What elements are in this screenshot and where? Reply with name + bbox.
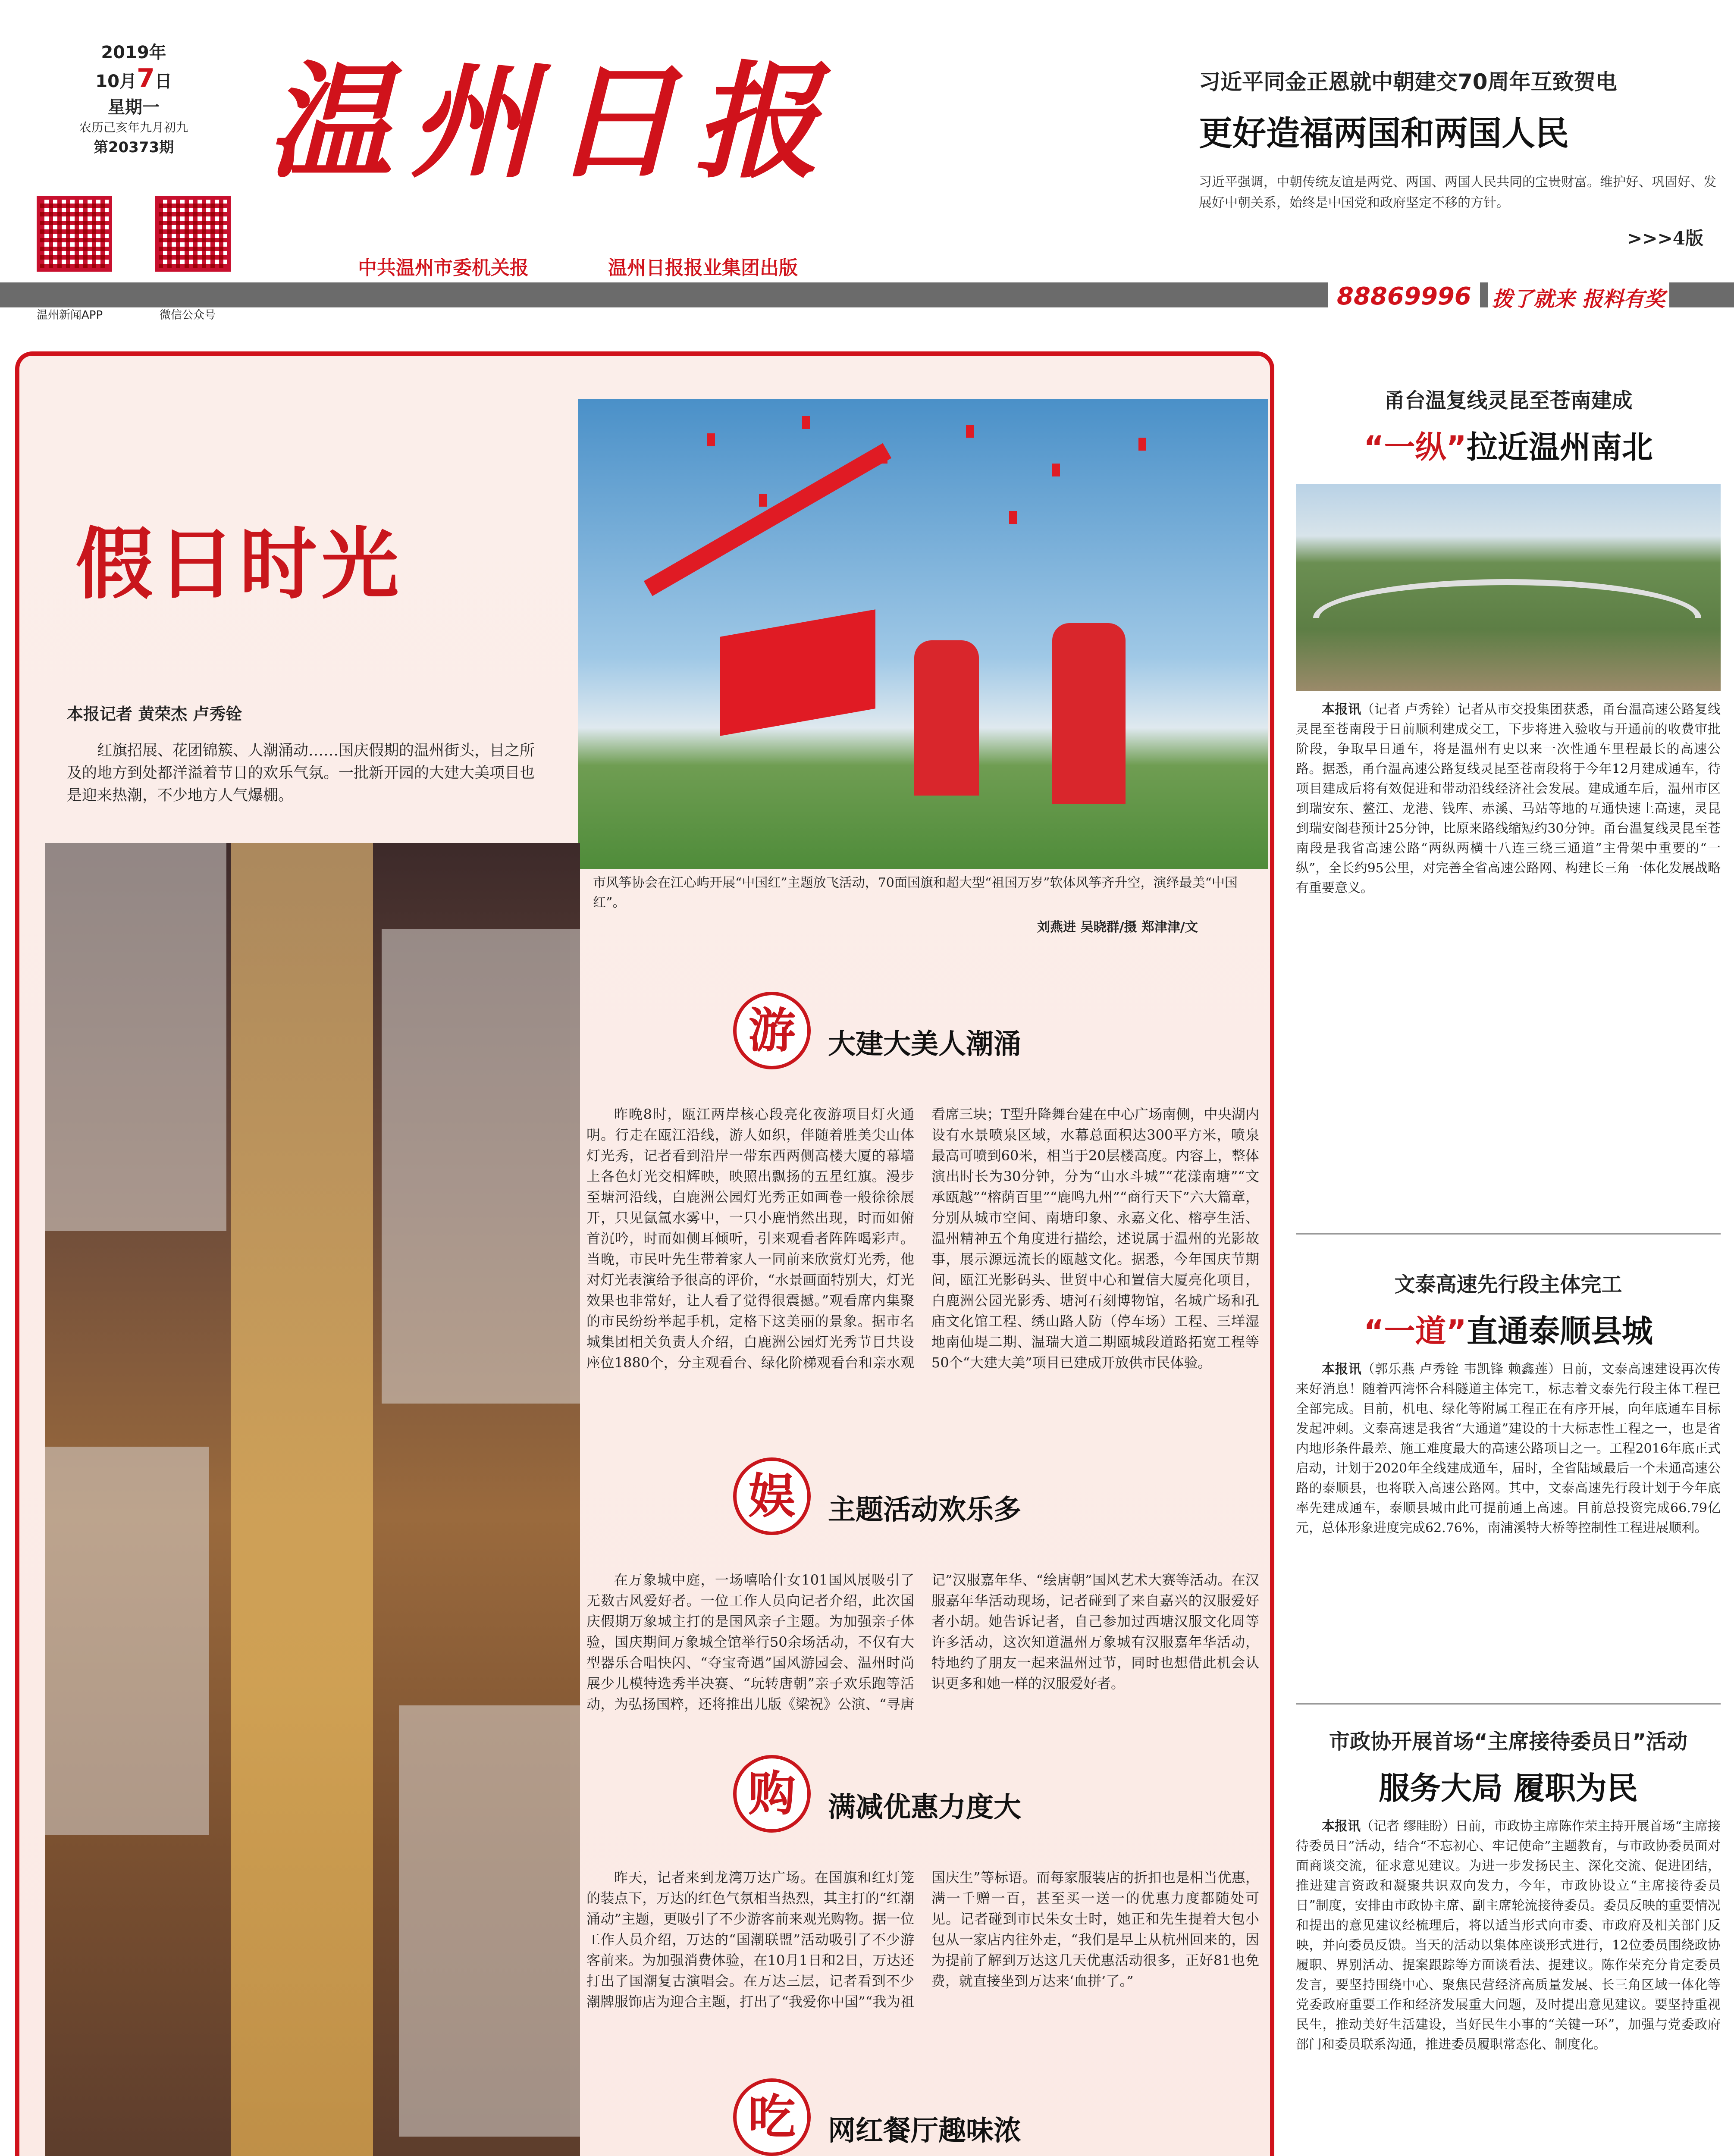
- story-text: （郭乐燕 卢秀铨 韦凯锋 赖鑫莲）日前，文泰高速建设再次传来好消息！随着西湾怀合科隧道主体完工，标志着文泰先行段主体工程已全部完成。目前，机电、绿化等附属工程正在有序开展，向年底通车目标发起冲刺。文泰高速是我省“大通道”建设的十大标志性工程之一，也是省内地形条件最差、施工难度最大的高速公路项目之一。工程2016年底正式启动，计划于2020年全线建成通车，届时，全省陆域最后一个未通高速公路的泰顺县，也将联入高速公路网。其中，文泰高速先行段计划于今年底率先建成通车，泰顺县城由此可提前通上高速。目前总投资完成66.79亿元，总体形象进度完成62.76%，南浦溪特大桥等控制性工程进展顺利。: [1296, 1362, 1721, 1536]
- person-figure: [914, 640, 979, 796]
- story-title-rest: 服务大局 履职为民: [1378, 1770, 1638, 1806]
- kite-icon: [966, 425, 974, 438]
- story-body: [1296, 1817, 1721, 2156]
- date-weekday: 星期一: [108, 97, 160, 117]
- hotline-number: 88869996: [1328, 282, 1480, 310]
- feature-byline: 本报记者 黄荣杰 卢秀铨: [67, 705, 242, 724]
- qr-code-icon[interactable]: [37, 196, 112, 272]
- building-shape: [399, 1705, 580, 2137]
- section-shopping-body: 昨天，记者来到龙湾万达广场。在国旗和红灯笼的装点下，万达的红色气氛相当热烈，其主打的“红潮涌动”主题，更吸引了不少游客前来观光购物。据一位工作人员介绍，万达的“国潮联盟”活动吸引了不少游客前来。为加强消费体验，在10月1日和2日，万达还打出了国潮复古演唱会。在万达三层，记者看到不少潮牌服饰店为迎合主题，打出了“我爱你中国”“我为祖国庆生”等标语。而每家服装店的折扣也是相当优惠，满一千赠一百，甚至买一送一的优惠力度都随处可见。记者碰到市民朱女士时，她正和先生提着大包小包从一家店内往外走，“我们是早上从杭州回来的，因为提前了解到万达这几天优惠活动很多，正好81也免费，就直接坐到万达来‘血拼’了。”: [586, 1869, 1259, 2010]
- story-title[interactable]: [1296, 422, 1721, 467]
- right-story-cppcc[interactable]: [1296, 1725, 1721, 2156]
- masthead: [0, 0, 1734, 322]
- top-story-more-link[interactable]: >>>4版: [1627, 228, 1703, 249]
- section-label: 网红餐厅趣味浓: [828, 2115, 1021, 2147]
- street-road-shape: [231, 843, 373, 2156]
- top-story-summary: 习近平强调，中朝传统友谊是两党、两国、两国人民共同的宝贵财富。维护好、巩固好、发展好中朝关系，始终是中国党和政府坚定不移的方针。: [1199, 175, 1716, 210]
- section-label: 主题活动欢乐多: [828, 1494, 1021, 1526]
- story-title-rest: 直通泰顺县城: [1466, 1313, 1653, 1349]
- highway-road-shape: [1313, 579, 1701, 618]
- kite-photo[interactable]: [578, 399, 1268, 869]
- highway-photo[interactable]: [1296, 484, 1721, 691]
- feature-title: 假日时光: [75, 520, 404, 610]
- story-kicker: 文泰高速先行段主体完工: [1394, 1272, 1622, 1297]
- section-entertainment-body: 在万象城中庭，一场嘻哈什女101国风展吸引了无数古风爱好者。一位工作人员向记者介绍，此次国庆假期万象城主打的是国风亲子主题。为加强亲子体验，国庆期间万象城全馆举行50余场活动，不仅有大型器乐合唱快闪、“夺宝奇遇”国风游园会、温州时尚展少儿模特选秀半决赛、“玩转唐朝”亲子欢乐跑等活动，为弘扬国粹，还将推出儿版《梁祝》公演、“寻唐记”汉服嘉年华、“绘唐朝”国风艺术大赛等活动。在汉服嘉年华活动现场，记者碰到了来自嘉兴的汉服爱好者小胡。她告诉记者，自己参加过西塘汉服文化周等许多活动，这次知道温州万象城有汉服嘉年华活动，特地约了朋友一起来温州过节，同时也想借此机会认识更多和她一样的汉服爱好者。: [586, 1572, 1259, 1712]
- section-label: 大建大美人潮涌: [828, 1028, 1021, 1060]
- kite-icon: [1009, 511, 1017, 524]
- story-title-quote: “一纵”: [1364, 429, 1467, 465]
- date-lunar: 农历己亥年九月初九: [79, 120, 188, 135]
- date-year: 2019年: [101, 43, 166, 63]
- kite-icon: [1052, 464, 1060, 476]
- publisher-label: 温州日报报业集团出版: [608, 257, 798, 279]
- right-story-wentai[interactable]: [1296, 1268, 1721, 1538]
- section-tour-header: [733, 992, 1207, 1078]
- story-lead: 本报讯: [1322, 1362, 1362, 1377]
- story-title-quote: “一道”: [1364, 1313, 1467, 1349]
- story-lead: 本报讯: [1322, 1819, 1361, 1834]
- kite-icon: [759, 494, 767, 507]
- date-month: 10月: [95, 72, 137, 91]
- section-food-header: [733, 2078, 1207, 2156]
- section-badge: 娱: [733, 1457, 811, 1535]
- hotline-slogan: 拨了就来 报料有奖: [1488, 282, 1669, 312]
- national-flag-icon: [720, 609, 875, 736]
- section-badge: 游: [733, 992, 811, 1069]
- date-day-suffix: 日: [154, 72, 172, 91]
- qr-right-label: 微信公众号: [160, 309, 216, 322]
- story-text: （记者 卢秀铨）记者从市交投集团获悉，甬台温高速公路复线灵昆至苍南段于日前顺利建成交工，下步将进入验收与开通前的收费审批阶段，争取早日通车，将是温州有史以来一次性通车里程最长的高速公路。据悉，甬台温高速公路复线灵昆至苍南段将于今年12月建成通车，待项目建成后将有效促进和带动沿线经济社会发展。建成通车后，温州市区到瑞安东、鳌江、龙港、钱库、赤溪、马站等地的互通快速上高速，灵昆到瑞安阁巷预计25分钟，比原来路线缩短约30分钟。甬台温复线灵昆至苍南段是我省高速公路“两纵两横十八连三绕三通道”主骨架中重要的“一纵”，全长约95公里，对完善全省高速公路网、构建长三角一体化发展战略有重要意义。: [1296, 702, 1721, 896]
- story-kicker: 市政协开展首场“主席接待委员日”活动: [1329, 1730, 1688, 1754]
- street-crowd-photo[interactable]: [45, 843, 580, 2156]
- top-story-headline[interactable]: 更好造福两国和两国人民: [1199, 114, 1569, 153]
- issue-number: 第20373期: [93, 139, 174, 156]
- date-block: [65, 39, 203, 157]
- feature-lede: 红旗招展、花团锦簇、人潮涌动……国庆假期的温州街头，目之所及的地方到处都洋溢着节日的欢乐气氛。一批新开园的大建大美项目也是迎来热潮，不少地方人气爆棚。: [67, 742, 535, 804]
- story-lead: 本报讯: [1322, 702, 1361, 717]
- story-kicker: 甬台温复线灵昆至苍南建成: [1384, 389, 1633, 413]
- right-story-highway[interactable]: [1296, 384, 1721, 898]
- dragon-kite-icon: [644, 443, 891, 596]
- column-divider: [1296, 1703, 1721, 1705]
- person-figure: [1052, 623, 1126, 804]
- section-shopping-header: [733, 1755, 1207, 1841]
- kite-icon: [802, 416, 810, 429]
- building-shape: [382, 929, 580, 1404]
- sponsor-label: 中共温州市委机关报: [358, 257, 529, 279]
- section-tour-body: 昨晚8时，瓯江两岸核心段亮化夜游项目灯火通明。行走在瓯江沿线，游人如织，伴随着胜美尖山体灯光秀，记者看到沿岸一带东西两侧高楼大厦的幕墙上各色灯光交相辉映，映照出飘扬的五星红旗。漫步至塘河沿线，白鹿洲公园灯光秀正如画卷一般徐徐展开，只见氤氲水雾中，一只小鹿悄然出现，时而如俯首沉吟，时而如侧耳倾听，引来观看者阵阵喝彩声。当晚，市民叶先生带着家人一同前来欣赏灯光秀，他对灯光表演给予很高的评价，“水景画面特别大，灯光效果也非常好，让人看了觉得很震撼。”观看席内集聚的市民纷纷举起手机，定格下这美丽的景象。据市名城集团相关负责人介绍，白鹿洲公园灯光秀节目共设座位1880个，分主观看台、绿化阶梯观看台和亲水观看席三块；T型升降舞台建在中心广场南侧，中央湖内设有水景喷泉区域，水幕总面积达300平方米，喷泉最高可喷到60米，相当于20层楼高度。内容上，整体演出时长为30分钟，分为“山水斗城”“花漾南塘”“文承瓯越”“榕荫百里”“鹿鸣九州”“商行天下”六大篇章，分别从城市空间、南塘印象、永嘉文化、榕亭生活、温州精神五个角度进行描绘，述说属于温州的光影故事，展示源远流长的瓯越文化。据悉，今年国庆节期间，瓯江光影码头、世贸中心和置信大厦亮化项目，白鹿洲公园光影秀、塘河石刻博物馆，名城广场和孔庙文化馆工程、绣山路人防（停车场）工程、三垟湿地南仙堤二期、温瑞大道二期瓯城段道路拓宽工程等50个“大建大美”项目已建成开放供市民体验。: [586, 1106, 1259, 1371]
- story-title-rest: 拉近温州南北: [1466, 429, 1653, 465]
- column-divider: [1296, 1233, 1721, 1235]
- story-body: [1296, 1360, 1721, 1538]
- qr-left-label: 温州新闻APP: [37, 309, 103, 322]
- paper-title: 温州日报: [267, 49, 837, 195]
- building-shape: [45, 1447, 209, 1835]
- date-day: 7: [136, 63, 155, 94]
- top-story[interactable]: [1199, 65, 1716, 249]
- story-text: （记者 缪眭盼）日前，市政协主席陈作荣主持开展首场“主席接待委员日”活动，结合“不忘初心、牢记使命”主题教育，与市政协委员面对面商谈交流，征求意见建议。为进一步发扬民主、深化交流、促进团结，推进建言资政和凝聚共识双向发力，今年，市政协设立“主席接待委员日”制度，安排由市政协主席、副主席轮流接待委员。委员反映的重要情况和提出的意见建议经梳理后，将以适当形式向市委、市政府及相关部门反映，并向委员反馈。当天的活动以集体座谈形式进行，12位委员围绕政协履职、界别活动、提案跟踪等方面谈看法、提建议。陈作荣充分肯定委员发言，要坚持围绕中心、聚焦民营经济高质量发展、长三角区域一体化等党委政府重要工作和经济发展重大问题，及时提出意见建议。要坚持重视民生，推动美好生活建设，当好民生小事的“关键一环”，加强与党委政府部门和委员联系沟通，推进委员履职常态化、制度化。: [1296, 1819, 1721, 2052]
- qr-code-icon[interactable]: [155, 196, 231, 272]
- kite-photo-caption: 市风筝协会在江心屿开展“中国红”主题放飞活动，70面国旗和超大型“祖国万岁”软体风筝齐升空，演绎最美“中国红”。: [593, 875, 1238, 910]
- building-shape: [45, 843, 226, 1231]
- kite-icon: [1138, 438, 1146, 451]
- story-title[interactable]: [1296, 1306, 1721, 1351]
- kite-icon: [707, 433, 715, 446]
- section-label: 满减优惠力度大: [828, 1792, 1021, 1824]
- section-badge: 购: [733, 1755, 811, 1833]
- section-entertainment-header: [733, 1457, 1207, 1544]
- top-story-kicker: 习近平同金正恩就中朝建交70周年互致贺电: [1199, 69, 1617, 94]
- kite-photo-credit: 刘燕进 吴晓群/摄 郑津津/文: [1037, 920, 1198, 935]
- story-title[interactable]: [1296, 1763, 1721, 1808]
- date-month-day: [65, 63, 203, 94]
- section-badge: 吃: [733, 2078, 811, 2156]
- story-body: [1296, 700, 1721, 898]
